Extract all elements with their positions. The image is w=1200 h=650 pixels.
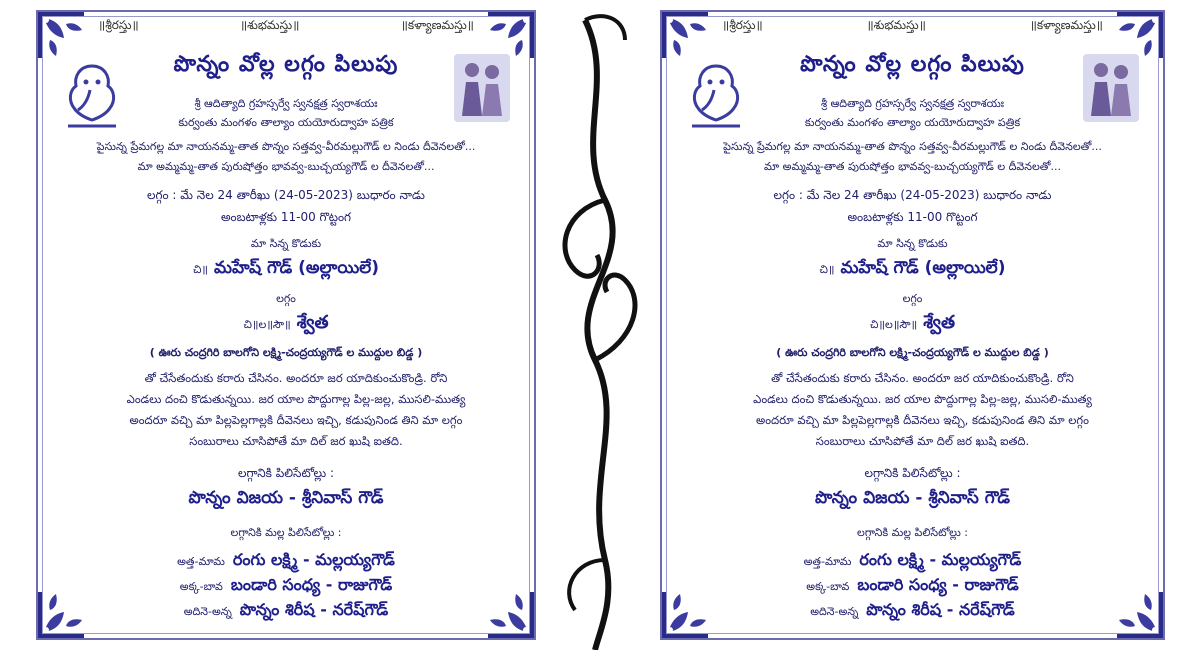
groom-line (662, 258, 1163, 282)
deity-image-icon (452, 52, 512, 124)
lagnam-label: లగ్గం (276, 292, 296, 305)
corner-ornament-icon (36, 10, 86, 60)
relation-label: అత్త-మామ (803, 555, 852, 568)
bride-line (662, 312, 1163, 337)
grandparents-blessing-1: పైసున్న ప్రేమగల్ల మా నాయనమ్మ-తాత పొన్నం సత్తవ్వ-వీరమల్లుగౌడ్ ల నిండు దీవెనలతో... (723, 140, 1102, 153)
invitation-paragraph (702, 368, 1143, 452)
relative-row (662, 550, 1163, 573)
paragraph-line: తో చేసేతందుకు కరారు చేసినం. అందరూ జర యాదికుంచుకొండ్రి. రోని (771, 371, 1074, 385)
blessing-kalyanamastu: ॥కళ్యాణమస్తు॥ (1029, 18, 1103, 32)
again-invite-label: లగ్గానికి మల్ల పిలిసేటోల్లు : (857, 526, 968, 539)
wedding-date: లగ్గం : మే నెల 24 తారీఖు (24-05-2023) బుధారం నాడు (773, 188, 1052, 202)
invitation-card-left (36, 10, 536, 640)
paragraph-line: అందరూ వచ్చి మా పిల్లపెల్లగాల్లకి దీవెనలు ఇచ్చి, కడుపునిండ తిని మా లగ్గం (129, 413, 463, 427)
invite-names: పొన్నం విజయ - శ్రీనివాస్ గౌడ్ (188, 488, 384, 508)
paragraph-line: సంబురాలు చూసిపోతే మా దిల్ జర ఖుషి ఐతది. (189, 434, 403, 448)
bride-prefix: చి॥ల॥సౌ॥ (870, 318, 918, 331)
bride-name: శ్వేత (923, 312, 955, 333)
son-label: మా సిన్న కొడుకు (250, 237, 322, 250)
relative-row (38, 550, 534, 573)
wedding-time: అంబటాళ్లకు 11-00 గొట్టంగ (847, 210, 978, 224)
relative-row (38, 575, 534, 598)
relative-names: పొన్నం శిరీష - నరేష్‌గౌడ్ (239, 600, 389, 619)
invite-names: పొన్నం విజయ - శ్రీనివాస్ గౌడ్ (815, 488, 1010, 508)
wedding-date: లగ్గం : మే నెల 24 తారీఖు (24-05-2023) బుధారం నాడు (147, 188, 425, 202)
grandparents-blessing-2: మా అమ్మమ్మ-తాత పురుషోత్తం భావవ్వ-బుచ్చయ్యగౌడ్ ల దీవెనలతో... (764, 160, 1061, 173)
shloka-line-1: శ్రీ ఆదిత్యాది గ్రహస్సర్వే స్వనక్షత్ర స్వరాశయః (194, 97, 378, 110)
relation-label: అక్క-బావ (806, 580, 850, 593)
paragraph-line: ఎండలు దంచి కొడుతున్నయి. జర యాల పొద్దుగాల్ల పిల్ల-జల్ల, ముసలి-ముత్య (753, 392, 1092, 406)
bride-origin: ( ఊరు చంద్రగిరి బాలగోని లక్ష్మి-చంద్రయ్యగౌడ్ ల ముద్దుల బిడ్డ ) (149, 346, 423, 359)
groom-name: మహేష్ గౌడ్ (అల్లాయిలే) (840, 258, 1006, 278)
bride-origin: ( ఊరు చంద్రగిరి బాలగోని లక్ష్మి-చంద్రయ్యగౌడ్ ల ముద్దుల బిడ్డ ) (776, 346, 1049, 359)
groom-prefix: చి॥ (192, 263, 208, 276)
corner-ornament-icon (660, 10, 710, 60)
groom-name: మహేష్ గౌడ్ (అల్లాయిలే) (214, 258, 380, 278)
paragraph-line: సంబురాలు చూసిపోతే మా దిల్ జర ఖుషి ఐతది. (815, 434, 1030, 448)
relation-label: అదినె-అన్న (183, 605, 232, 618)
relation-label: అత్త-మామ (177, 555, 225, 568)
blessing-subhamastu: ॥శుభమస్తు॥ (866, 18, 926, 32)
relative-row (662, 600, 1163, 623)
relative-names: పొన్నం శిరీష - నరేష్‌గౌడ్ (866, 600, 1015, 619)
shloka-line-1: శ్రీ ఆదిత్యాది గ్రహస్సర్వే స్వనక్షత్ర స్వరాశయః (820, 97, 1005, 110)
blessing-srirastu: ॥శ్రీరస్తు॥ (98, 18, 139, 32)
bride-line (38, 312, 534, 337)
relative-names: రంగు లక్ష్మి - మల్లయ్యగౌడ్ (232, 550, 395, 569)
invitation-card-right (660, 10, 1165, 640)
blessing-srirastu: ॥శ్రీరస్తు॥ (722, 18, 763, 32)
card-title: పొన్నం వోల్ల లగ్గం పిలుపు (173, 52, 399, 77)
shloka-line-2: కుర్వంతు మంగళం తాల్యాం యయోరుద్వాహ పత్రిక (804, 116, 1021, 129)
invite-label: లగ్గానికి పిలిసేటోల్లు : (238, 466, 334, 480)
grandparents-blessing-1: పైసున్న ప్రేమగల్ల మా నాయనమ్మ-తాత పొన్నం సత్తవ్వ-వీరమల్లుగౌడ్ ల నిండు దీవెనలతో... (96, 140, 476, 153)
bride-name: శ్వేత (296, 312, 329, 333)
son-label: మా సిన్న కొడుకు (877, 237, 948, 250)
groom-prefix: చి॥ (819, 263, 835, 276)
relative-row (38, 600, 534, 623)
invite-label: లగ్గానికి పిలిసేటోల్లు : (864, 466, 961, 480)
relative-names: రంగు లక్ష్మి - మల్లయ్యగౌడ్ (859, 550, 1022, 569)
blessings-row (722, 18, 1103, 35)
relation-label: అక్క-బావ (179, 580, 223, 593)
blessings-row (98, 18, 474, 35)
paragraph-line: ఎండలు దంచి కొడుతున్నయి. జర యాల పొద్దుగాల్ల పిల్ల-జల్ల, ముసలి-ముత్య (126, 392, 466, 406)
bride-prefix: చి॥ల॥సౌ॥ (243, 318, 291, 331)
card-title: పొన్నం వోల్ల లగ్గం పిలుపు (800, 52, 1025, 77)
invitation-paragraph (78, 368, 514, 452)
relative-names: బండారి సంధ్య - రాజుగౌడ్ (857, 575, 1019, 594)
swirl-divider-icon (545, 0, 655, 650)
again-invite-label: లగ్గానికి మల్ల పిలిసేటోల్లు : (230, 526, 342, 539)
paragraph-line: తో చేసేతందుకు కరారు చేసినం. అందరూ జర యాదికుంచుకొండ్రి. రోని (144, 371, 448, 385)
relative-names: బండారి సంధ్య - రాజుగౌడ్ (230, 575, 393, 594)
wedding-time: అంబటాళ్లకు 11-00 గొట్టంగ (220, 210, 352, 224)
relation-label: అదినె-అన్న (810, 605, 859, 618)
groom-line (38, 258, 534, 282)
relative-row (662, 575, 1163, 598)
paragraph-line: అందరూ వచ్చి మా పిల్లపెల్లగాల్లకి దీవెనలు ఇచ్చి, కడుపునిండ తిని మా లగ్గం (756, 413, 1089, 427)
blessing-kalyanamastu: ॥కళ్యాణమస్తు॥ (400, 18, 474, 32)
blessing-subhamastu: ॥శుభమస్తు॥ (239, 18, 300, 32)
shloka-line-2: కుర్వంతు మంగళం తాల్యాం యయోరుద్వాహ పత్రిక (178, 116, 394, 129)
deity-image-icon (1081, 52, 1141, 124)
grandparents-blessing-2: మా అమ్మమ్మ-తాత పురుషోత్తం భావవ్వ-బుచ్చయ్యగౌడ్ ల దీవెనలతో... (137, 160, 435, 173)
lagnam-label: లగ్గం (902, 292, 923, 305)
